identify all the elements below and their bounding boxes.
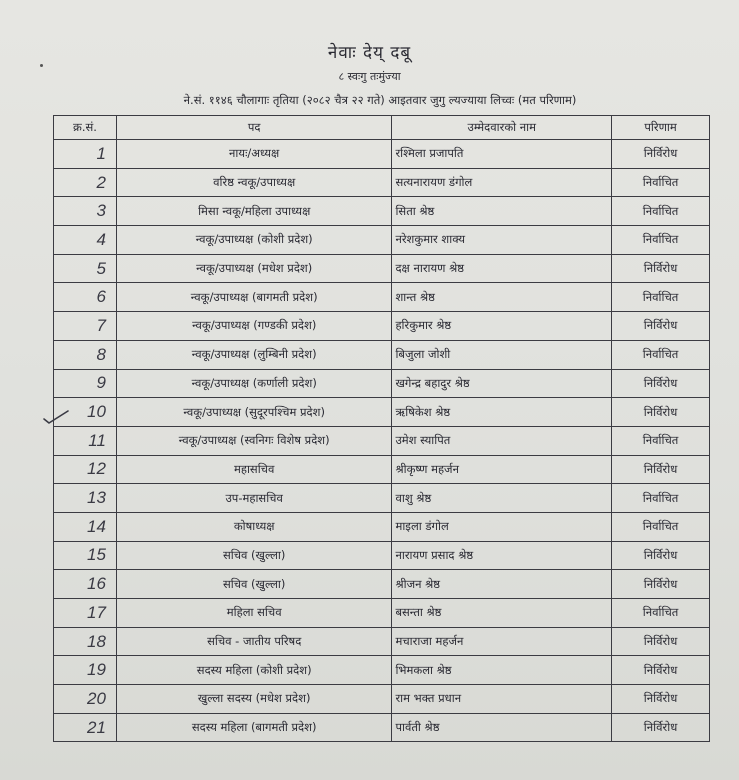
table-header-row — [54, 116, 710, 140]
table-row — [54, 627, 710, 656]
header-serial: क्र.सं. — [54, 116, 117, 140]
post-cell: सदस्य महिला (कोशी प्रदेश) — [116, 656, 392, 685]
table-row — [54, 541, 710, 570]
post-cell: न्वकू/उपाध्यक्ष (गण्डकी प्रदेश) — [116, 312, 392, 341]
table-row — [54, 455, 710, 484]
candidate-name-cell: वाशु श्रेष्ठ — [392, 484, 612, 513]
ink-dot — [40, 64, 43, 67]
result-cell: निर्विरोध — [612, 570, 710, 599]
serial-number-cell: 5 — [54, 254, 117, 283]
table-row — [54, 398, 710, 427]
table-row — [54, 599, 710, 628]
candidate-name-cell: नारायण प्रसाद श्रेष्ठ — [392, 541, 612, 570]
result-cell: निर्विरोध — [612, 254, 710, 283]
serial-number-cell: 14 — [54, 512, 117, 541]
serial-number-cell: 6 — [54, 283, 117, 312]
post-cell: न्वकू/उपाध्यक्ष (लुम्बिनी प्रदेश) — [116, 340, 392, 369]
post-cell: महिला सचिव — [116, 599, 392, 628]
candidate-name-cell: मचाराजा महर्जन — [392, 627, 612, 656]
result-cell: निर्विरोध — [612, 140, 710, 169]
serial-number-cell: 17 — [54, 599, 117, 628]
serial-number-cell: 11 — [54, 426, 117, 455]
result-cell: निर्विरोध — [612, 656, 710, 685]
result-cell: निर्विरोध — [612, 455, 710, 484]
result-cell: निर्विरोध — [612, 398, 710, 427]
table-row — [54, 713, 710, 742]
post-cell: न्वकू/उपाध्यक्ष (स्वनिगः विशेष प्रदेश) — [116, 426, 392, 455]
result-cell: निर्वाचित — [612, 599, 710, 628]
table-row — [54, 312, 710, 341]
serial-number-cell: 18 — [54, 627, 117, 656]
serial-number-cell: 2 — [54, 168, 117, 197]
results-table — [53, 115, 710, 742]
candidate-name-cell: सत्यनारायण डंगोल — [392, 168, 612, 197]
result-cell: निर्विरोध — [612, 369, 710, 398]
header-candidate-name: उम्मेदवारको नाम — [392, 116, 612, 140]
post-cell: न्वकू/उपाध्यक्ष (कर्णाली प्रदेश) — [116, 369, 392, 398]
candidate-name-cell: माइला डंगोल — [392, 512, 612, 541]
result-cell: निर्विरोध — [612, 627, 710, 656]
candidate-name-cell: राम भक्त प्रधान — [392, 685, 612, 714]
convention-subtitle: ८ स्वःगु तःमुंज्या — [338, 70, 401, 83]
serial-number-cell: 10 — [54, 398, 117, 427]
serial-number-cell: 3 — [54, 197, 117, 226]
serial-number-cell: 13 — [54, 484, 117, 513]
post-cell: न्वकू/उपाध्यक्ष (मधेश प्रदेश) — [116, 254, 392, 283]
candidate-name-cell: रश्मिला प्रजापति — [392, 140, 612, 169]
candidate-name-cell: नरेशकुमार शाक्य — [392, 226, 612, 255]
table-row — [54, 168, 710, 197]
post-cell: सचिव (खुल्ला) — [116, 570, 392, 599]
result-cell: निर्विरोध — [612, 541, 710, 570]
serial-number-cell: 19 — [54, 656, 117, 685]
candidate-name-cell: दक्ष नारायण श्रेष्ठ — [392, 254, 612, 283]
serial-number-cell: 21 — [54, 713, 117, 742]
post-cell: सदस्य महिला (बागमती प्रदेश) — [116, 713, 392, 742]
candidate-name-cell: श्रीकृष्ण महर्जन — [392, 455, 612, 484]
post-cell: सचिव (खुल्ला) — [116, 541, 392, 570]
post-cell: न्वकू/उपाध्यक्ष (बागमती प्रदेश) — [116, 283, 392, 312]
table-row — [54, 685, 710, 714]
serial-number-cell: 15 — [54, 541, 117, 570]
table-row — [54, 484, 710, 513]
post-cell: न्वकू/उपाध्यक्ष (कोशी प्रदेश) — [116, 226, 392, 255]
table-row — [54, 283, 710, 312]
post-cell: नायः/अध्यक्ष — [116, 140, 392, 169]
table-row — [54, 197, 710, 226]
candidate-name-cell: हरिकुमार श्रेष्ठ — [392, 312, 612, 341]
serial-number-cell: 7 — [54, 312, 117, 341]
candidate-name-cell: उमेश स्यापित — [392, 426, 612, 455]
candidate-name-cell: ऋषिकेश श्रेष्ठ — [392, 398, 612, 427]
result-cell: निर्वाचित — [612, 226, 710, 255]
result-cell: निर्विरोध — [612, 713, 710, 742]
result-cell: निर्वाचित — [612, 168, 710, 197]
candidate-name-cell: शान्त श्रेष्ठ — [392, 283, 612, 312]
table-row — [54, 254, 710, 283]
serial-number-cell: 1 — [54, 140, 117, 169]
result-cell: निर्वाचित — [612, 283, 710, 312]
post-cell: वरिष्ठ न्वकू/उपाध्यक्ष — [116, 168, 392, 197]
result-cell: निर्वाचित — [612, 512, 710, 541]
table-row — [54, 369, 710, 398]
post-cell: मिसा न्वकू/महिला उपाध्यक्ष — [116, 197, 392, 226]
serial-number-cell: 4 — [54, 226, 117, 255]
serial-number-cell: 12 — [54, 455, 117, 484]
header-post: पद — [116, 116, 392, 140]
result-cell: निर्वाचित — [612, 340, 710, 369]
table-row — [54, 570, 710, 599]
candidate-name-cell: खगेन्द्र बहादुर श्रेष्ठ — [392, 369, 612, 398]
table-row — [54, 140, 710, 169]
serial-number-cell: 20 — [54, 685, 117, 714]
serial-number-cell: 9 — [54, 369, 117, 398]
candidate-name-cell: श्रीजन श्रेष्ठ — [392, 570, 612, 599]
candidate-name-cell: बिजुला जोशी — [392, 340, 612, 369]
candidate-name-cell: सिता श्रेष्ठ — [392, 197, 612, 226]
result-cell: निर्वाचित — [612, 197, 710, 226]
post-cell: सचिव - जातीय परिषद — [116, 627, 392, 656]
election-info-line: ने.सं. ११४६ चौलागाः तृतिया (२०८२ चैत्र २२ गते) आइतवार जुगु ल्यज्याया लिच्वः (मत परिणाम) — [183, 93, 577, 107]
candidate-name-cell: पार्वती श्रेष्ठ — [392, 713, 612, 742]
post-cell: कोषाध्यक्ष — [116, 512, 392, 541]
post-cell: उप-महासचिव — [116, 484, 392, 513]
result-cell: निर्विरोध — [612, 685, 710, 714]
table-row — [54, 656, 710, 685]
table-row — [54, 512, 710, 541]
candidate-name-cell: बसन्ता श्रेष्ठ — [392, 599, 612, 628]
result-cell: निर्वाचित — [612, 426, 710, 455]
result-cell: निर्वाचित — [612, 484, 710, 513]
result-cell: निर्विरोध — [612, 312, 710, 341]
serial-number-cell: 8 — [54, 340, 117, 369]
organization-title: नेवाः देय् दबू — [327, 43, 412, 63]
table-row — [54, 340, 710, 369]
header-result: परिणाम — [612, 116, 710, 140]
post-cell: महासचिव — [116, 455, 392, 484]
post-cell: न्वकू/उपाध्यक्ष (सुदूरपश्चिम प्रदेश) — [116, 398, 392, 427]
serial-number-cell: 16 — [54, 570, 117, 599]
post-cell: खुल्ला सदस्य (मधेश प्रदेश) — [116, 685, 392, 714]
table-row — [54, 426, 710, 455]
table-row — [54, 226, 710, 255]
candidate-name-cell: भिमकला श्रेष्ठ — [392, 656, 612, 685]
